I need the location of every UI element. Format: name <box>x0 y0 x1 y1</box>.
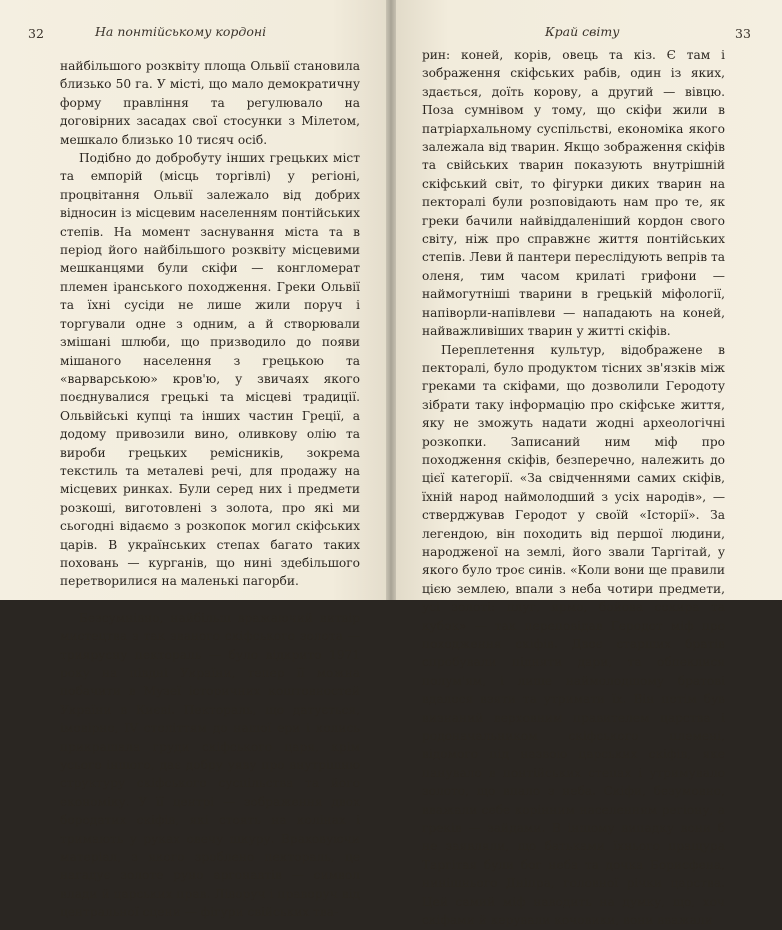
left-body-text <box>60 57 360 922</box>
right-body-text <box>422 46 725 930</box>
left-paragraph-3: Безсумнівно, найбільш вражаючий витвір мистецтва з так званого скіфського золота — триярусну пектораль — було відкрито 1971 року на півдні України, тепер її можна побачити в Музеї історичних коштовностей України в Києві. Пектораль, що датується, імовірно, IV століттям до нашої ери і колись прикрашала груди скіфського царя, крім усього іншого, дає добру уяву про внутрішню структуру скіфського суспільства та його економіку. У її центрі — зображення двох бородатих скіфів, які стоять на колінах і тримають у руках овечу шкуру. Враховуючи матеріал, з якого зроблено пектораль, це нагадує золоте руно аргонавтів — символ влади й царських прав. Ліворуч і праворуч від центральної сцени — фігури свійських тва- <box>60 610 360 920</box>
left-page <box>0 0 390 920</box>
left-paragraph-2: Подібно до добробуту інших грецьких міст та емпорій (місць торгівлі) у регіоні, процвітання Ольвії залежало від добрих відносин із місцевим населенням понтійських степів. На момент заснування міста та в період його найбільшого розквіту місцевими мешканцями були скіфи — конгломерат племен іранського походження. Греки Ольвії та їхні сусіди не лише жили поруч і торгували одне з одним, а й створювали змішані шлюби, що призводило до появи мішаного населення з грецькою та «варварською» кров'ю, у звичаях якого поєднувалися грецькі та місцеві традиції. Ольвійські купці та інших частин Греції, а додому привозили вино, оливкову олію та вироби грецьких ремісників, зокрема текстиль та металеві речі, для продажу на місцевих ринках. Були серед них і предмети розкоші, виготовлені з золота, про які ми сьогодні відаємо з розкопок могил скіфських царів. В українських степах багато таких поховань — курганів, що нині здебільшого перетворилися на маленькі пагорби. <box>60 151 360 589</box>
left-running-head: На понтійському кордоні <box>95 24 267 39</box>
left-paragraph-1: найбільшого розквіту площа Ольвії становила близько 50 га. У місті, що мало демократичну форму правління та регулювало на договірних засадах свої стосунки з Мілетом, мешкало близько 10 тисяч осіб. <box>60 59 360 147</box>
right-paragraph-1: рин: коней, корів, овець та кіз. Є там і зображення скіфських рабів, один із яких, здається, доїть корову, а другий — вівцю. Поза сумнівом у тому, що скіфи жили в патріархальному суспільстві, економіка якого залежала від тварин. Якщо зображення скіфів та свійських тварин показують внутрішній скіфський світ, то фігурки диких тварин на пекторалі були розповідають нам про те, як греки бачили найвіддаленіший кордон свого світу, ніж про справжнє життя понтійських степів. Леви й пантери переслідують вепрів та оленя, тим часом крилаті грифони — наймогутніші тварини в грецькій міфології, напіворли-напівлеви — нападають на коней, найважливіших тварин у житті скіфів. <box>422 48 725 339</box>
right-running-head: Край світу <box>545 24 620 39</box>
right-page-number: 33 <box>735 26 751 41</box>
right-page <box>390 0 782 928</box>
book-gutter <box>386 0 396 600</box>
left-page-number: 32 <box>28 26 44 41</box>
right-paragraph-2: Переплетення культур, відображене в пекторалі, було продуктом тісних зв'язків між греками та скіфами, що дозволили Геродоту зібрати таку інформацію про скіфське життя, яку не зможуть надати жодні археологічні розкопки. Записаний ним міф про походження скіфів, безперечно, належить до цієї категорії. «За свідченнями самих скіфів, їхній народ наймолодший з усіх народів», — стверджував Геродот у своїй «Історії». За легендою, він походить від першої людини, народженої на землі, його звали Таргітай, у якого було троє синів. «Коли вони ще правили цією землею, впали з неба чотири предмети, усі золоті: плуг, ярмо, бойова сокира та кубок» — так переповідав Геродот міф про походження скіфів. Двоє старших братів спробували підняти дари, та обпеклися полум'ям, і лише наймолодшому братові вдалося взяти та утримати їх. Він потім був визнаний верховним правителем царства і родоначальником скіфського племені, відомого під назвою царських скіфів, яке панувало в понтійських степах і утримувало золото, що впало з неба. Скіфи, безумовно, вважали себе корінним населенням регіону, а греків — зайдами. В іншому випадку вони б не заявляли, що батьками їхнього пращура Таргітая були бог неба та дочка Борисфена, нинішнього Дніпра, головної річки царства. Цей самий міф наводить на думку, що, хоч скіфами й керували кочовики, вони вважали <box>422 342 725 928</box>
